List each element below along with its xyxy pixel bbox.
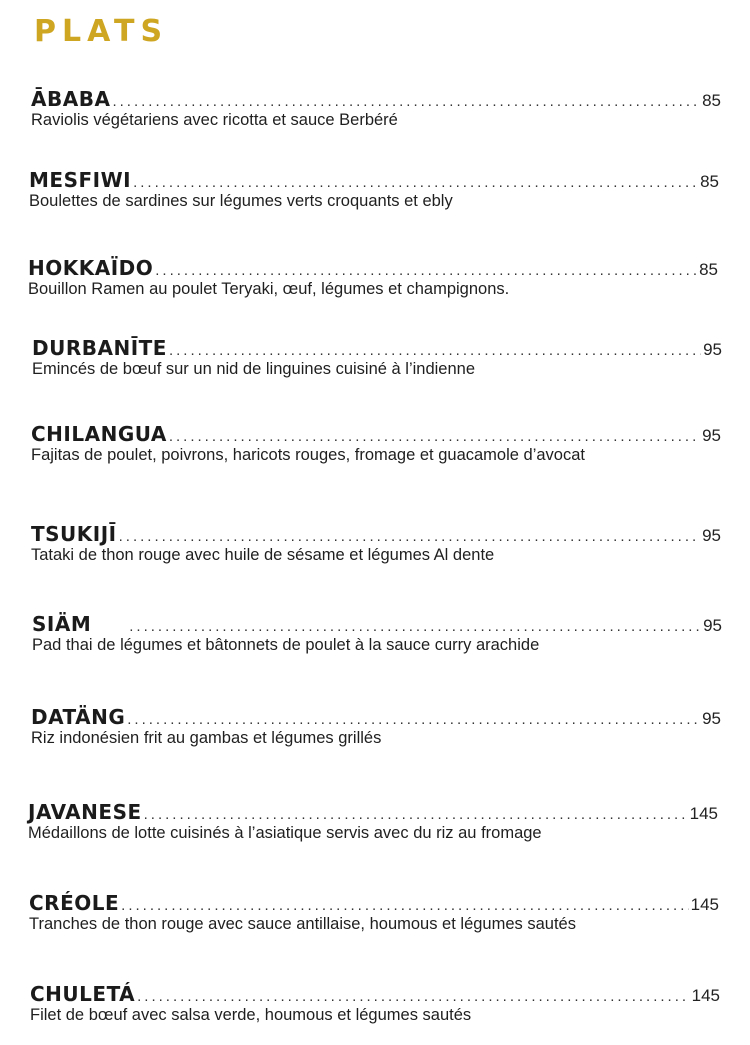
dot-leader (169, 342, 701, 359)
menu-item-tsukiji (31, 522, 721, 565)
dish-name: CRÉOLE (29, 891, 120, 915)
dish-description: Riz indonésien frit au gambas et légumes grillés (31, 729, 382, 747)
dish-description: Tataki de thon rouge avec huile de sésame et légumes Al dente (31, 546, 495, 564)
dish-description: Raviolis végétariens avec ricotta et sauce Berbéré (31, 111, 398, 129)
dish-price: 145 (691, 986, 720, 1005)
dish-name: CHILANGUA (31, 422, 167, 446)
menu-item-chilangua (31, 422, 721, 465)
dish-description: Fajitas de poulet, poivrons, haricots rouges, fromage et guacamole d’avocat (31, 446, 585, 464)
dish-name: CHULETÁ (30, 982, 136, 1006)
dot-leader (112, 93, 700, 110)
dish-name: SIÄM (32, 612, 92, 636)
dish-price: 85 (700, 172, 719, 191)
menu-item-javanese (28, 800, 718, 843)
dot-leader (127, 711, 700, 728)
dish-price: 95 (702, 426, 721, 445)
dish-price: 85 (699, 260, 718, 279)
dish-name: HOKKAÏDO (28, 256, 154, 280)
menu-item-hokkaido (28, 256, 718, 299)
dish-price: 85 (702, 91, 721, 110)
dish-name: DURBANĪTE (32, 336, 167, 360)
dot-leader (129, 618, 701, 635)
dish-description: Filet de bœuf avec salsa verde, houmous et légumes sautés (30, 1006, 472, 1024)
dish-name: TSUKIJĪ (31, 522, 117, 546)
dish-description: Pad thai de légumes et bâtonnets de poulet à la sauce curry arachide (32, 636, 540, 654)
dish-name: DATÄNG (31, 705, 126, 729)
dish-description: Tranches de thon rouge avec sauce antillaise, houmous et légumes sautés (29, 915, 576, 933)
dish-price: 95 (703, 616, 722, 635)
dot-leader (155, 262, 697, 279)
dish-name: ĀBABA (31, 87, 111, 111)
dish-description: Bouillon Ramen au poulet Teryaki, œuf, légumes et champignons. (28, 280, 510, 298)
dish-price: 95 (703, 340, 722, 359)
dish-price: 95 (702, 709, 721, 728)
menu-item-datang (31, 705, 721, 748)
dish-price: 95 (702, 526, 721, 545)
dish-description: Boulettes de sardines sur légumes verts croquants et ebly (29, 192, 453, 210)
dot-leader (144, 806, 688, 823)
menu-item-siam (32, 612, 722, 655)
menu-item-durbanite (32, 336, 722, 379)
dot-leader (133, 174, 698, 191)
dish-name: MESFIWI (29, 168, 132, 192)
dish-price: 145 (689, 804, 718, 823)
dot-leader (169, 428, 700, 445)
dish-description: Emincés de bœuf sur un nid de linguines cuisiné à l’indienne (32, 360, 476, 378)
menu-item-mesfiwi (29, 168, 719, 211)
menu-item-chuleta (30, 982, 720, 1025)
dot-leader (121, 897, 688, 914)
dot-leader (119, 528, 700, 545)
dish-price: 145 (690, 895, 719, 914)
menu-item-ababa (31, 87, 721, 130)
menu-item-creole (29, 891, 719, 934)
dot-leader (137, 988, 689, 1005)
dish-description: Médaillons de lotte cuisinés à l’asiatique servis avec du riz au fromage (28, 824, 542, 842)
section-title: PLATS (34, 14, 169, 49)
dish-name: JAVANESE (28, 800, 142, 824)
